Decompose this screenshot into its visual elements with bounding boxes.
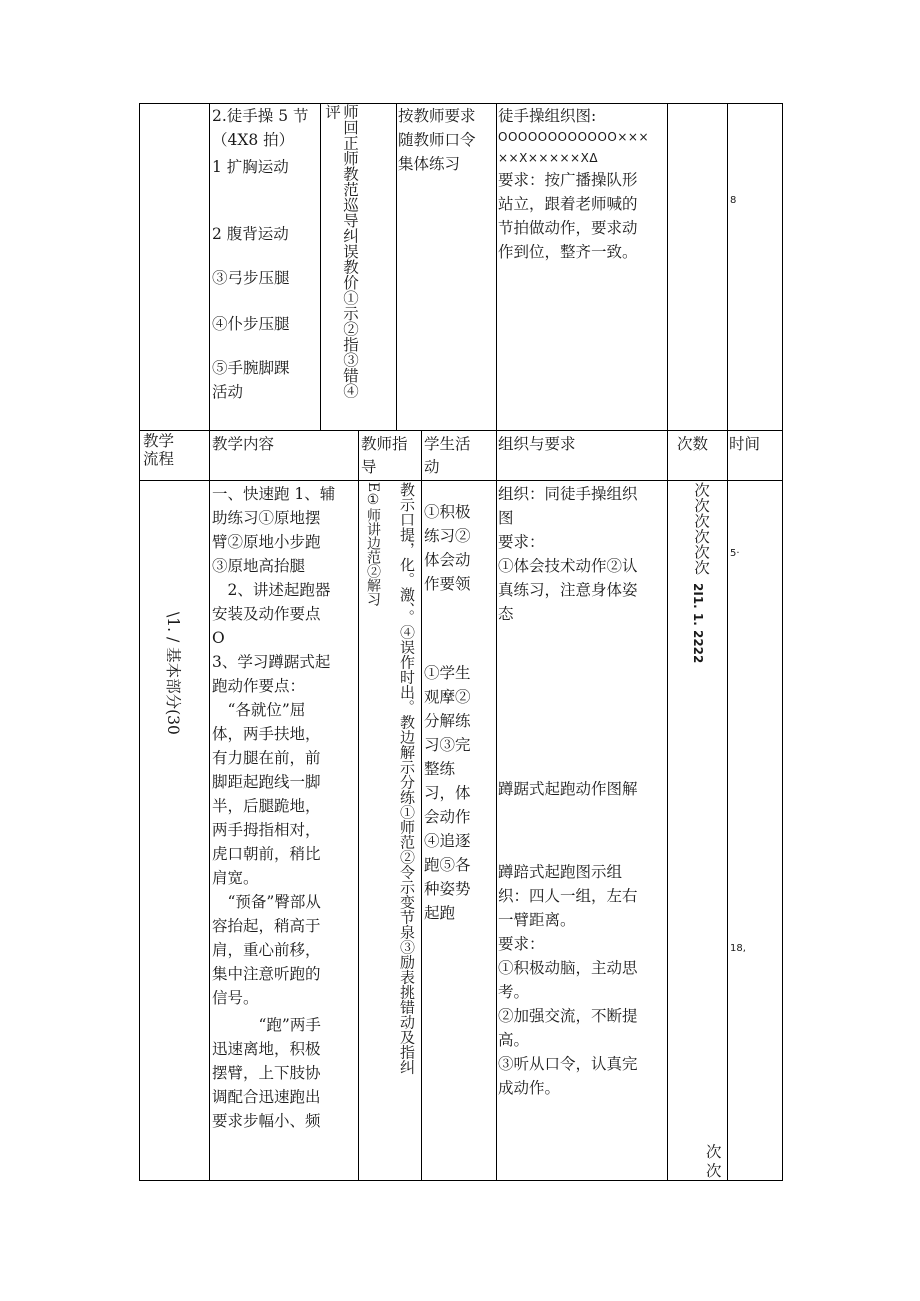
flow-stage-label: \1. / 基本部分(30 (164, 612, 182, 735)
header-content: 教学内容 (212, 435, 275, 453)
student-activity-line: 种姿势 (424, 880, 471, 898)
org-line: 站立，跟着老师喊的 (498, 195, 638, 213)
student-activity-line: 跑⑤各 (424, 856, 471, 874)
content-line: 信号。 (212, 989, 259, 1007)
content-line: 体，两手扶地， (212, 725, 321, 743)
org-line: 真练习，注意身体姿 (498, 581, 638, 599)
duration-value: 5· (730, 548, 740, 559)
row-border-bottom (139, 1180, 782, 1181)
content-line: （4X8 拍） (212, 131, 295, 149)
header-duration: 时间 (729, 435, 761, 453)
org-line: ①体会技术动作②认 (498, 557, 638, 575)
org-line: 组织：同徒手操组织 (498, 485, 638, 503)
row-border-header-bottom (139, 480, 782, 481)
col-border-right (782, 103, 783, 1181)
student-activity-line: 习，体 (424, 784, 471, 802)
col-border-4 (496, 103, 497, 1181)
header-teacher: 教师指 导 (361, 435, 408, 476)
content-line: 肩，重心前移， (212, 941, 321, 959)
col-border-5 (667, 103, 668, 1181)
content-line: 迅速离地，积极 (212, 1040, 321, 1058)
teacher-guidance-b: 师回正师教范巡导纠误教价①示②指③错④ (341, 104, 359, 399)
student-activity-line: 随教师口令 (398, 131, 476, 149)
content-line: ③原地高抬腿 (212, 557, 306, 575)
teacher-guidance-a: 评 (323, 104, 341, 120)
student-activity-line: 集体练习 (398, 155, 461, 173)
content-line: 调配合迅速跑出 (212, 1088, 321, 1106)
org-line: 要求： (498, 935, 545, 953)
teacher-guidance-b: 教示口提，化。激、。④误作时出。教边解示分练①师范②令示变节泉③励表挑错动及指纠 (398, 482, 416, 1075)
org-line: ③听从口令，认真完 (498, 1055, 638, 1073)
content-line: 跑动作要点： (212, 677, 306, 695)
content-line: 2 腹背运动 (212, 225, 289, 243)
org-line: 织：四人一组，左右 (498, 887, 638, 905)
content-line: 容抬起，稍高于 (212, 917, 321, 935)
content-line: 肩宽。 (212, 869, 259, 887)
duration-value: 8 (730, 195, 737, 206)
content-line: 活动 (212, 383, 244, 401)
header-times: 次数 (677, 435, 709, 453)
content-line: 2、讲述起跑器 (212, 581, 331, 599)
student-activity-line: 作要领 (424, 575, 471, 593)
org-line: 一臂距离。 (498, 911, 576, 929)
content-line: 摆臂，上下肢协 (212, 1064, 321, 1082)
content-line: “预备”臀部从 (212, 893, 321, 911)
org-line: 要求： (498, 533, 545, 551)
teacher-guidance-a: E①师讲边范②解习 (365, 482, 381, 607)
org-line: 作到位，整齐一致。 (498, 243, 638, 261)
student-activity-line: ①学生 (424, 664, 471, 682)
header-flow: 教学 流程 (143, 432, 175, 468)
header-student: 学生活 动 (424, 435, 471, 476)
diagram-caption: 蹲踞式起跑动作图解 (498, 780, 638, 798)
header-org: 组织与要求 (498, 435, 576, 453)
content-line: “各就位”屈 (212, 701, 306, 719)
content-line: ④仆步压腿 (212, 315, 290, 333)
times-chars-bottom: 次 (706, 1162, 722, 1180)
content-line: 1 扩胸运动 (212, 158, 289, 176)
row1-col-border-2 (320, 103, 321, 431)
content-line: ③弓步压腿 (212, 269, 290, 287)
org-line: 考。 (498, 983, 530, 1001)
student-activity-line: 起跑 (424, 904, 456, 922)
org-line: 节拍做动作，要求动 (498, 219, 638, 237)
org-line: ①积极动脑，主动思 (498, 959, 638, 977)
org-line: 图 (498, 509, 514, 527)
student-activity-line: ④追逐 (424, 832, 471, 850)
col-border-1 (209, 103, 210, 1181)
org-line: 徒手操组织图: (498, 107, 597, 125)
row2-col-border-3 (421, 430, 422, 1181)
student-activity-line: 按教师要求 (398, 107, 476, 125)
row-border-header-top (139, 430, 782, 431)
row2-col-border-2 (358, 430, 359, 1181)
col-border-6 (727, 103, 728, 1181)
times-chars-bottom: 次 (706, 1143, 722, 1161)
org-line: 高。 (498, 1031, 530, 1049)
student-activity-line: 整练 (424, 760, 456, 778)
content-line: O (212, 629, 225, 647)
student-activity-line: 观摩② (424, 688, 471, 706)
org-line: 要求：按广播操队形 (498, 171, 638, 189)
content-line: 两手拇指相对， (212, 821, 321, 839)
content-line: 有力腿在前，前 (212, 749, 321, 767)
duration-value: 18, (730, 943, 746, 954)
content-line: ⑤手腕脚踝 (212, 359, 290, 377)
times-chars: 次次次次次次 (692, 482, 710, 575)
org-line: ②加强交流，不断提 (498, 1007, 638, 1025)
content-line: 安装及动作要点 (212, 605, 321, 623)
content-line: 3、学习蹲踞式起 (212, 653, 331, 671)
org-line: 成动作。 (498, 1079, 561, 1097)
org-line: 态 (498, 605, 514, 623)
content-line: 2.徒手操 5 节 (212, 107, 309, 125)
content-line: 集中注意听跑的 (212, 965, 321, 983)
student-activity-line: 会动作 (424, 808, 471, 826)
col-border-left (139, 103, 140, 1181)
content-line: “跑”两手 (212, 1016, 321, 1034)
org-line: 蹲踣式起跑图示组 (498, 863, 623, 881)
student-activity-line: ①积极 (424, 503, 471, 521)
row-border-top (139, 103, 782, 104)
content-line: 臂②原地小步跑 (212, 533, 321, 551)
student-activity-line: 练习② (424, 527, 471, 545)
content-line: 脚距起跑线一脚 (212, 773, 321, 791)
content-line: 半，后腿跪地， (212, 797, 321, 815)
content-line: 助练习①原地摆 (212, 509, 321, 527)
content-line: 要求步幅小、频 (212, 1112, 321, 1130)
row1-col-border-3 (396, 103, 397, 431)
content-line: 一、快速跑 1、辅 (212, 485, 336, 503)
formation-diagram-line: OOOOOOOOOOOO××× (498, 130, 650, 144)
content-line: 虎口朝前，稍比 (212, 845, 321, 863)
student-activity-line: 分解练 (424, 712, 471, 730)
student-activity-line: 体会动 (424, 551, 471, 569)
student-activity-line: 习③完 (424, 736, 471, 754)
times-values: 2I1. 1. 2222 (691, 583, 705, 664)
formation-diagram-line: ××X×××××XΔ (498, 151, 599, 165)
